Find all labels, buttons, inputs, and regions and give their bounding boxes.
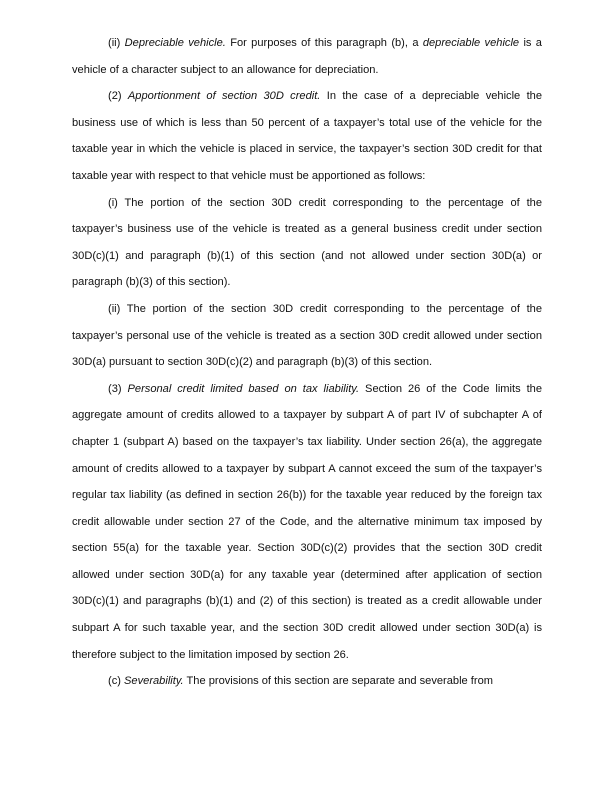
- paragraph-text: Section 26 of the Code limits the aggregate amount of credits allowed to a taxpayer by subpart A of part IV of subchapter A of chapter 1 (subpart A) based on the taxpayer’s tax liability. Under section 26(a), the aggregate amount of credits allowed to a taxpayer by subpart A cannot exceed the sum of the taxpayer’s regular tax liability (as defined in section 26(b)) for the taxable year reduced by the foreign tax credit allowable under section 27 of the Code, and the alternative minimum tax imposed by section 55(a) for the taxable year. Section 30D(c)(2) provides that the section 30D credit allowed under section 30D(a) for any taxable year (determined after application of section 30D(c)(1) and paragraphs (b)(1) and (2) of this section) is treated as a credit allowable under subpart A for such taxable year, and the section 30D credit allowed under section 30D(a) is therefore subject to the limitation imposed by section 26.: [72, 382, 542, 661]
- paragraph-heading: Severability.: [124, 675, 184, 688]
- paragraph-lead: (3): [108, 382, 128, 395]
- paragraph-b-3-personal-credit-limit: [72, 376, 542, 669]
- paragraph-text: (i) The portion of the section 30D credit corresponding to the percentage of the taxpayer’s business use of the vehicle is treated as a general business credit under section 30D(c)(1) and paragraph (b)(1) of this section (and not allowed under section 30D(a) or paragraph (b)(3) of this section).: [72, 196, 542, 289]
- paragraph-text: The provisions of this section are separate and severable from: [183, 675, 493, 688]
- paragraph-text: In the case of a depreciable vehicle the business use of which is less than 50 percent of a taxpayer’s total use of the vehicle for the taxable year in which the vehicle is placed in service, the taxpayer’s section 30D credit for that taxable year with respect to that vehicle must be apportioned as follows:: [72, 90, 542, 182]
- paragraph-b-2-apportionment: [72, 83, 542, 189]
- paragraph-heading: Depreciable vehicle.: [124, 37, 226, 49]
- paragraph-lead: (2): [108, 90, 128, 103]
- paragraph-lead: (ii): [108, 37, 125, 49]
- paragraph-text: (ii) The portion of the section 30D credit corresponding to the percentage of the taxpayer’s personal use of the vehicle is treated as a section 30D credit allowed under section 30D(a) pursuant to section 30D(c)(2) and paragraph (b)(3) of this section.: [72, 302, 542, 369]
- paragraph-c-severability: [72, 668, 542, 695]
- paragraph-heading: Apportionment of section 30D credit.: [127, 90, 321, 103]
- defined-term: depreciable vehicle: [422, 37, 520, 49]
- paragraph-b-2-i-business-use: [72, 190, 542, 296]
- document-page: [72, 30, 542, 695]
- paragraph-text: is a vehicle of a character subject to an allowance for depreciation.: [72, 37, 542, 76]
- paragraph-heading: Personal credit limited based on tax liability.: [127, 382, 360, 395]
- paragraph-b-1-ii-depreciable-vehicle: [72, 30, 542, 83]
- paragraph-lead: (c): [108, 675, 125, 688]
- paragraph-text: For purposes of this paragraph (b), a: [225, 37, 423, 49]
- paragraph-b-2-ii-personal-use: [72, 296, 542, 376]
